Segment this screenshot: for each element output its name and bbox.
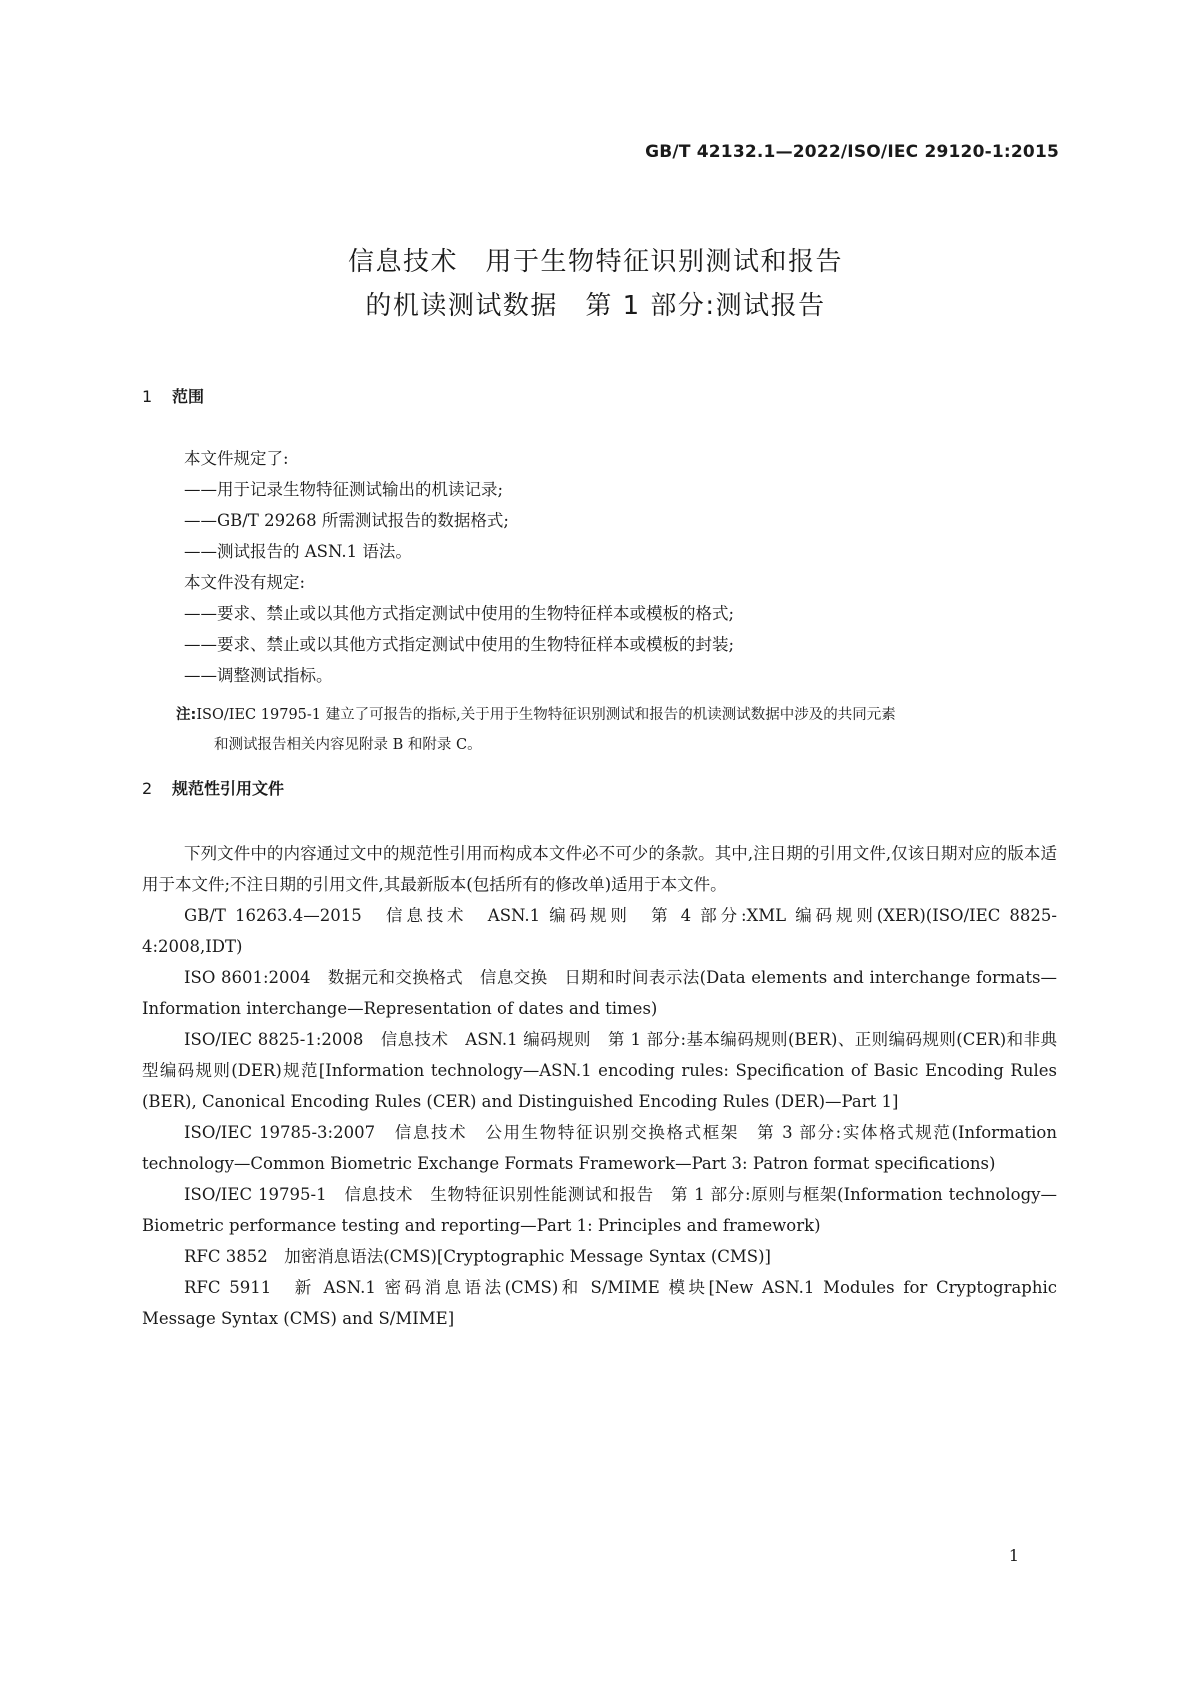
reference-item: ISO/IEC 8825-1:2008 信息技术 ASN.1 编码规则 第 1 部分:基本编码规则(BER)、正则编码规则(CER)和非典型编码规则(DER)规范[Information technology—ASN.1 encoding rules: Specification of Basic Encoding Rules (BER), Canonical Encoding Rules (CER) and Distinguished Encoding Rules (DER)—Part 1] [142,1030,1057,1111]
section-2-title: 规范性引用文件 [172,779,285,798]
list-item: ——调整测试指标。 [184,666,333,685]
reference-item: GB/T 16263.4—2015 信息技术 ASN.1 编码规则 第 4 部分:XML 编码规则(XER)(ISO/IEC 8825-4:2008,IDT) [142,906,1057,956]
list-item: ——要求、禁止或以其他方式指定测试中使用的生物特征样本或模板的格式; [184,604,735,623]
reference-item: RFC 5911 新 ASN.1 密码消息语法(CMS)和 S/MIME 模块[New ASN.1 Modules for Cryptographic Message Syntax (CMS) and S/MIME] [142,1278,1057,1328]
reference-item: RFC 3852 加密消息语法(CMS)[Cryptographic Message Syntax (CMS)] [184,1247,771,1266]
reference-item: ISO 8601:2004 数据元和交换格式 信息交换 日期和时间表示法(Data elements and interchange formats—Information interchange—Representation of dates and times) [142,968,1057,1018]
document-title [0,240,1191,328]
page-number: 1 [1008,1546,1019,1565]
section-1-number: 1 [142,387,153,406]
scope-note [176,700,1061,760]
note-text-line-1: ISO/IEC 19795-1 建立了可报告的指标,关于用于生物特征识别测试和报告的机读测试数据中涉及的共同元素 [196,707,896,723]
title-line-2: 的机读测试数据 第 1 部分:测试报告 [365,291,826,321]
scope-intro-specified: 本文件规定了: [184,449,289,468]
title-line-1: 信息技术 用于生物特征识别测试和报告 [347,247,843,277]
reference-item: ISO/IEC 19795-1 信息技术 生物特征识别性能测试和报告 第 1 部分:原则与框架(Information technology—Biometric performance testing and reporting—Part 1: Principles and framework) [142,1185,1057,1235]
references-intro: 下列文件中的内容通过文中的规范性引用而构成本文件必不可少的条款。其中,注日期的引用文件,仅该日期对应的版本适用于本文件;不注日期的引用文件,其最新版本(包括所有的修改单)适用于本文件。 [142,844,1057,894]
section-2-heading [142,776,284,799]
reference-item: ISO/IEC 19785-3:2007 信息技术 公用生物特征识别交换格式框架 第 3 部分:实体格式规范(Information technology—Common Biometric Exchange Formats Framework—Part 3: Patron format specifications) [142,1123,1057,1173]
scope-intro-not-specified: 本文件没有规定: [184,573,306,592]
list-item: ——用于记录生物特征测试输出的机读记录; [184,480,504,499]
section-2-number: 2 [142,779,153,798]
standard-number: GB/T 42132.1—2022/ISO/IEC 29120-1:2015 [645,142,1059,162]
scope-content [142,443,1057,691]
note-text-line-2: 和测试报告相关内容见附录 B 和附录 C。 [214,737,482,753]
list-item: ——要求、禁止或以其他方式指定测试中使用的生物特征样本或模板的封装; [184,635,735,654]
normative-references [142,838,1057,1334]
list-item: ——测试报告的 ASN.1 语法。 [184,542,412,561]
section-1-title: 范围 [172,387,205,406]
section-1-heading [142,384,204,407]
note-label: 注: [176,707,197,723]
list-item: ——GB/T 29268 所需测试报告的数据格式; [184,511,509,530]
